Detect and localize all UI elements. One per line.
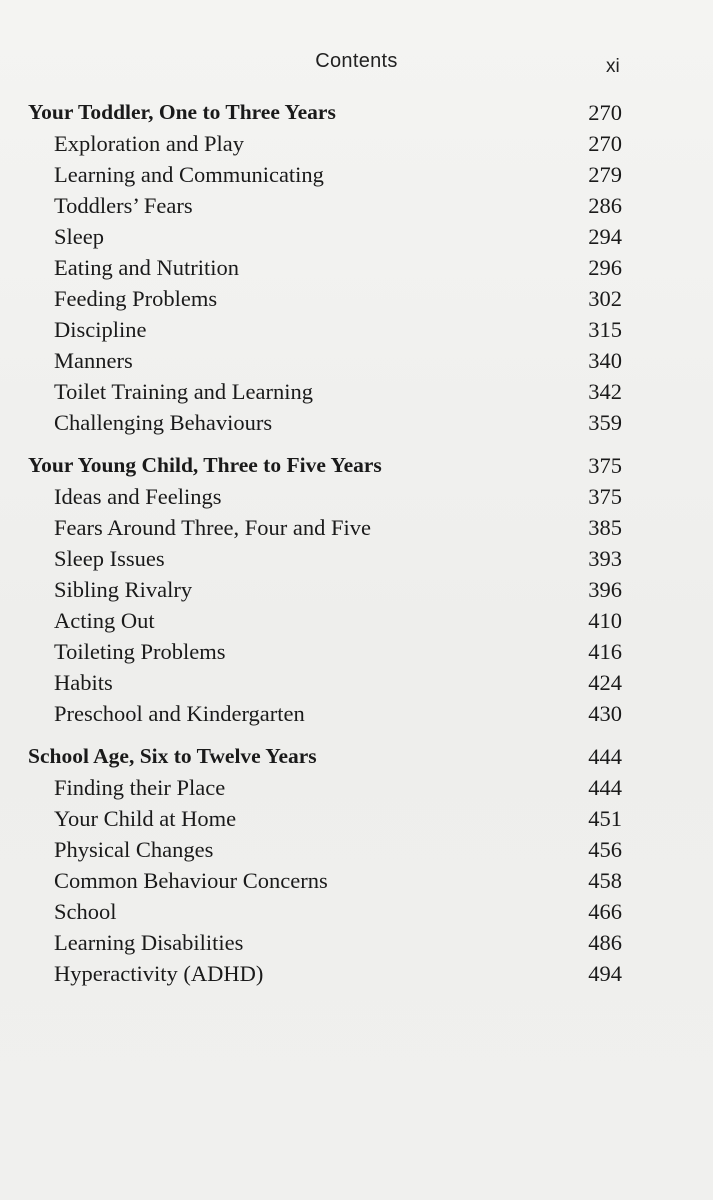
toc-page-number: 286 [588, 193, 622, 218]
toc-page-number: 279 [588, 162, 622, 187]
running-head-title: Contents [315, 50, 398, 72]
toc-section-heading[interactable] [28, 741, 622, 772]
toc-entry-label: Toilet Training and Learning [54, 379, 314, 404]
toc-section-heading[interactable] [28, 450, 622, 481]
toc-entry[interactable] [28, 574, 622, 605]
toc-entry-label: Sleep [54, 224, 104, 249]
toc-page-number: 315 [588, 317, 622, 342]
toc-page-number: 296 [588, 255, 622, 280]
toc-page-number: 451 [588, 806, 622, 831]
toc-page-number: 424 [588, 670, 622, 695]
toc-entry[interactable] [28, 927, 622, 958]
toc-entry[interactable] [28, 667, 622, 698]
toc-entry-label: Common Behaviour Concerns [54, 868, 328, 893]
toc-entry[interactable] [28, 481, 622, 512]
toc-section [28, 97, 622, 438]
toc-entry[interactable] [28, 896, 622, 927]
toc-page-number: 416 [588, 639, 622, 664]
toc-section [28, 450, 622, 729]
toc-entry-label: Toddlers’ Fears [54, 193, 193, 218]
toc-page-number: 270 [588, 131, 622, 156]
toc-page-number: 410 [588, 608, 622, 633]
toc-entry[interactable] [28, 865, 622, 896]
page-folio: xi [606, 56, 620, 77]
toc-entry-label: Feeding Problems [54, 286, 218, 311]
toc-section [28, 741, 622, 989]
toc-page-number: 456 [588, 837, 622, 862]
toc-entry-label: School [54, 899, 117, 924]
toc-entry-label: Sibling Rivalry [54, 577, 193, 602]
toc-entry[interactable] [28, 772, 622, 803]
toc-page-number: 302 [588, 286, 622, 311]
toc-entry-label: Acting Out [54, 608, 155, 633]
toc-entry-label: Learning and Communicating [54, 162, 324, 187]
toc-page-number: 444 [588, 775, 622, 800]
toc-section-heading[interactable] [28, 97, 622, 128]
toc-entry[interactable] [28, 407, 622, 438]
toc-entry-label: Finding their Place [54, 775, 226, 800]
toc-section-title: Your Young Child, Three to Five Years [28, 453, 382, 477]
toc-page-number: 494 [588, 961, 622, 986]
toc-page-number: 396 [588, 577, 622, 602]
toc-entry-label: Physical Changes [54, 837, 214, 862]
toc-section-title: School Age, Six to Twelve Years [28, 744, 317, 768]
toc-entry[interactable] [28, 345, 622, 376]
toc-entry-label: Discipline [54, 317, 147, 342]
table-of-contents [28, 97, 622, 989]
toc-entry-label: Preschool and Kindergarten [54, 701, 305, 726]
toc-entry[interactable] [28, 376, 622, 407]
toc-entry[interactable] [28, 803, 622, 834]
toc-page-number: 359 [588, 410, 622, 435]
toc-entry[interactable] [28, 159, 622, 190]
toc-entry-label: Habits [54, 670, 113, 695]
toc-entry-label: Challenging Behaviours [54, 410, 273, 435]
toc-entry[interactable] [28, 252, 622, 283]
toc-entry-label: Toileting Problems [54, 639, 226, 664]
toc-entry-label: Your Child at Home [54, 806, 237, 831]
toc-entry[interactable] [28, 128, 622, 159]
toc-page-number: 375 [588, 484, 622, 509]
toc-page-number: 444 [588, 744, 622, 769]
toc-entry[interactable] [28, 221, 622, 252]
toc-entry[interactable] [28, 283, 622, 314]
toc-page-number: 486 [588, 930, 622, 955]
toc-entry-label: Manners [54, 348, 133, 373]
toc-entry[interactable] [28, 512, 622, 543]
toc-entry-label: Hyperactivity (ADHD) [54, 961, 264, 986]
toc-page-number: 430 [588, 701, 622, 726]
toc-page-number: 458 [588, 868, 622, 893]
running-head [0, 50, 713, 80]
toc-page-number: 270 [588, 100, 622, 125]
toc-page-number: 466 [588, 899, 622, 924]
toc-entry[interactable] [28, 543, 622, 574]
toc-page-number: 375 [588, 453, 622, 478]
toc-page-number: 385 [588, 515, 622, 540]
toc-entry-label: Fears Around Three, Four and Five [54, 515, 372, 540]
toc-section-title: Your Toddler, One to Three Years [28, 100, 336, 124]
toc-entry[interactable] [28, 605, 622, 636]
toc-page-number: 340 [588, 348, 622, 373]
toc-entry-label: Eating and Nutrition [54, 255, 239, 280]
toc-entry-label: Exploration and Play [54, 131, 244, 156]
toc-entry[interactable] [28, 834, 622, 865]
toc-page-number: 294 [588, 224, 622, 249]
toc-entry-label: Sleep Issues [54, 546, 165, 571]
toc-entry[interactable] [28, 190, 622, 221]
toc-entry[interactable] [28, 958, 622, 989]
toc-entry[interactable] [28, 698, 622, 729]
toc-entry[interactable] [28, 314, 622, 345]
toc-entry-label: Ideas and Feelings [54, 484, 222, 509]
toc-entry[interactable] [28, 636, 622, 667]
toc-entry-label: Learning Disabilities [54, 930, 244, 955]
toc-page-number: 342 [588, 379, 622, 404]
toc-page-number: 393 [588, 546, 622, 571]
